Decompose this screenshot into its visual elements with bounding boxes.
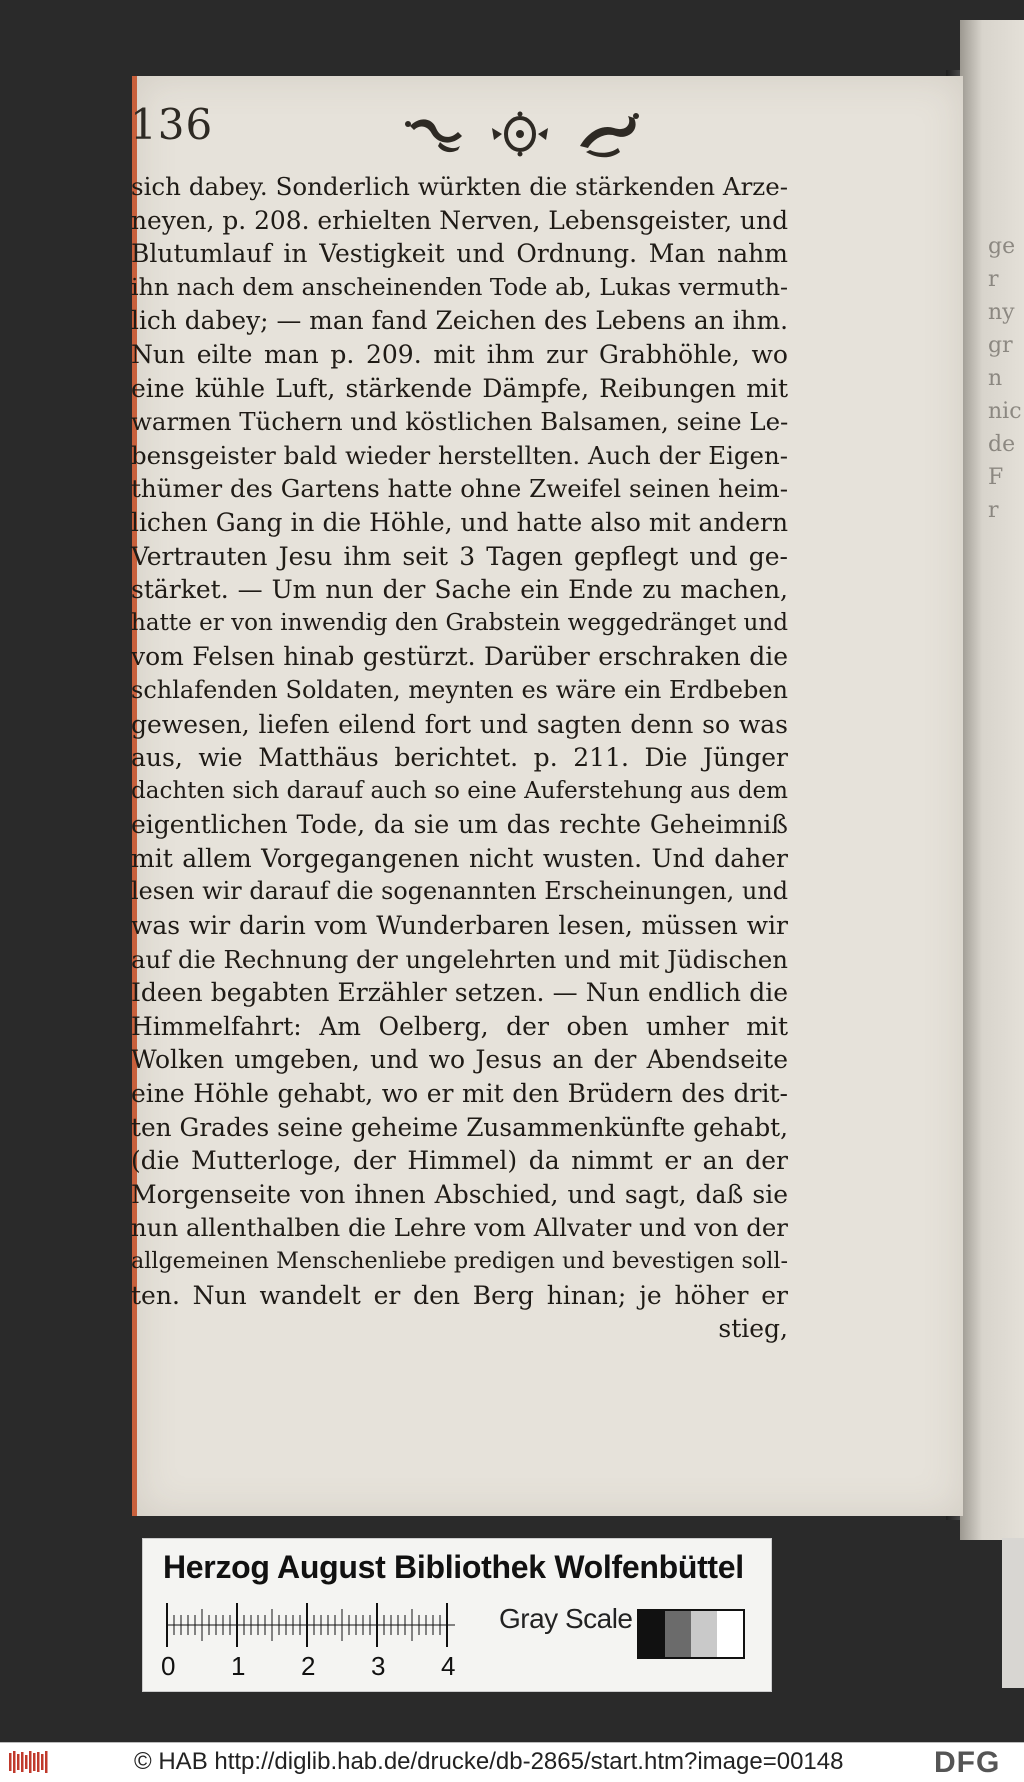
text-line: eine Höhle gehabt, wo er mit den Brüdern des drit- — [131, 1079, 788, 1109]
text-line: thümer des Gartens hatte ohne Zweifel seinen heim- — [131, 474, 788, 504]
hab-logo-icon — [8, 1750, 50, 1774]
text-line: allgemeinen Menschenliebe predigen und bevestigen soll- — [131, 1248, 788, 1274]
facing-page-fragment: F — [988, 465, 1004, 490]
text-line: hatte er von inwendig den Grabstein weggedränget und — [131, 609, 788, 636]
text-line: lich dabey; — man fand Zeichen des Lebens an ihm. — [131, 306, 788, 336]
viewer-footer — [0, 1742, 1024, 1782]
gray-swatch — [717, 1611, 743, 1657]
text-line: Vertrauten Jesu ihm seit 3 Tagen gepflegt und ge- — [131, 541, 788, 571]
text-line: lichen Gang in die Höhle, und hatte also mit andern — [131, 507, 788, 537]
library-name: Herzog August Bibliothek Wolfenbüttel — [163, 1549, 744, 1585]
facing-page-fragment: ge — [988, 234, 1016, 259]
copyright-url[interactable]: © HAB http://diglib.hab.de/drucke/db-2865/start.htm?image=00148 — [134, 1748, 844, 1775]
text-line: aus, wie Matthäus berichtet. p. 211. Die Jünger — [131, 743, 788, 773]
gray-swatch — [639, 1611, 665, 1657]
text-line: (die Mutterloge, der Himmel) da nimmt er an der — [131, 1146, 788, 1176]
body-text — [131, 170, 788, 1346]
text-line: Morgenseite von ihnen Abschied, und sagt, daß sie — [131, 1179, 788, 1209]
library-label-card — [142, 1538, 772, 1692]
facing-page-fragment: nic — [988, 399, 1022, 424]
ruler-scale — [165, 1603, 455, 1647]
text-line: eine kühle Luft, stärkende Dämpfe, Reibungen mit — [131, 373, 788, 403]
text-line: schlafenden Soldaten, meynten es wäre ein Erdbeben — [131, 675, 788, 704]
text-line: ten Grades seine geheime Zusammenkünfte gehabt, — [131, 1112, 788, 1142]
text-line: mit allem Vorgegangenen nicht wusten. Und daher — [131, 843, 788, 873]
text-line: bensgeister bald wieder herstellten. Auch der Eigen- — [131, 440, 788, 470]
facing-page-fragment: de — [988, 432, 1016, 457]
text-line: was wir darin vom Wunderbaren lesen, müssen wir — [131, 911, 788, 941]
gray-scale-swatches — [637, 1609, 745, 1659]
text-line: lesen wir darauf die sogenannten Erscheinungen, und — [131, 877, 788, 906]
ruler-number: 3 — [371, 1651, 386, 1681]
text-line: sich dabey. Sonderlich würkten die stärkenden Arze- — [131, 172, 788, 201]
text-line: Wolken umgeben, und wo Jesus an der Abendseite — [131, 1045, 788, 1075]
facing-page-fragment: r — [988, 498, 999, 523]
text-line: Himmelfahrt: Am Oelberg, der oben umher mit — [131, 1011, 788, 1041]
text-line: nun allenthalben die Lehre vom Allvater und von der — [131, 1213, 788, 1243]
text-line: Nun eilte man p. 209. mit ihm zur Grabhöhle, wo — [131, 339, 788, 369]
ruler-numbers — [161, 1651, 481, 1685]
gray-swatch — [691, 1611, 717, 1657]
adjacent-label-edge — [1002, 1538, 1024, 1688]
text-line: stärket. — Um nun der Sache ein Ende zu machen, — [131, 575, 788, 605]
text-line: neyen, p. 208. erhielten Nerven, Lebensgeister, und — [131, 205, 788, 235]
ruler-number: 2 — [301, 1651, 316, 1681]
ruler-number: 1 — [231, 1651, 246, 1681]
text-line: auf die Rechnung der ungelehrten und mit Jüdischen — [131, 944, 788, 974]
text-line: gewesen, liefen eilend fort und sagten denn so was — [131, 709, 788, 739]
catchword: stieg, — [718, 1314, 788, 1344]
text-line: eigentlichen Tode, da sie um das rechte Geheimniß — [131, 810, 788, 840]
gray-scale-label: Gray Scale — [499, 1603, 633, 1634]
ruler-number: 0 — [161, 1651, 176, 1681]
text-line: warmen Tüchern und köstlichen Balsamen, seine Le- — [131, 407, 789, 437]
dfg-logo: DFG — [934, 1746, 1001, 1779]
facing-page-fragment: gr — [988, 333, 1013, 358]
text-line: dachten sich darauf auch so eine Auferstehung aus dem — [131, 777, 788, 804]
text-line: Blutumlauf in Vestigkeit und Ordnung. Man nahm — [131, 239, 788, 269]
facing-page-fragment: ny — [988, 300, 1015, 325]
facing-page-fragment: r — [988, 267, 999, 292]
header-ornament-icon — [280, 102, 760, 162]
text-line: ihn nach dem anscheinenden Tode ab, Lukas vermuth- — [131, 272, 788, 301]
ruler-number: 4 — [441, 1651, 456, 1681]
facing-page-text — [988, 230, 1024, 527]
facing-page-fragment: n — [988, 366, 1003, 391]
page-number: 136 — [130, 100, 214, 149]
text-line: ten. Nun wandelt er den Berg hinan; je höher er — [131, 1280, 788, 1310]
gray-swatch — [665, 1611, 691, 1657]
text-line: vom Felsen hinab gestürzt. Darüber erschraken die — [131, 642, 788, 672]
text-line: Ideen begabten Erzähler setzen. — Nun endlich die — [131, 978, 788, 1008]
